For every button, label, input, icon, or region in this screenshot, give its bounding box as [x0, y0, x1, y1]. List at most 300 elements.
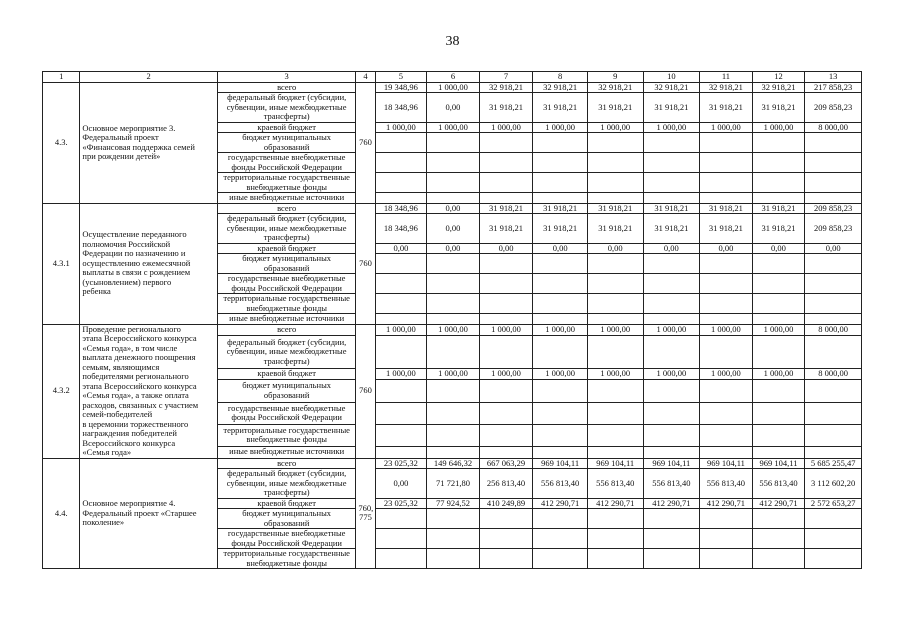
- amount-cell: [805, 153, 862, 173]
- amount-cell: 412 290,71: [643, 498, 700, 509]
- funding-source: краевой бюджет: [217, 368, 356, 380]
- executor-code: 760: [356, 82, 375, 203]
- header-cell: 12: [752, 72, 805, 83]
- amount-cell: [375, 402, 427, 424]
- amount-cell: [533, 274, 588, 294]
- funding-source: территориальные государственные внебюджетные фонды: [217, 294, 356, 314]
- amount-cell: 1 000,00: [533, 368, 588, 380]
- amount-cell: [643, 549, 700, 569]
- item-name-text: Основное мероприятие 4. Федеральный проект «Старшее поколение»: [82, 498, 197, 527]
- amount-cell: 1 000,00: [375, 324, 427, 336]
- header-cell: 4: [356, 72, 375, 83]
- amount-cell: 1 000,00: [479, 368, 533, 380]
- amount-cell: [643, 446, 700, 458]
- amount-cell: [805, 380, 862, 402]
- amount-cell: [752, 380, 805, 402]
- amount-cell: 1 000,00: [752, 324, 805, 336]
- amount-cell: [533, 153, 588, 173]
- amount-cell: [427, 529, 480, 549]
- amount-cell: 31 918,21: [587, 203, 643, 214]
- header-cell: 11: [700, 72, 753, 83]
- amount-cell: 8 000,00: [805, 324, 862, 336]
- funding-source: иные внебюджетные источники: [217, 193, 356, 204]
- amount-cell: 32 918,21: [479, 82, 533, 93]
- amount-cell: [479, 314, 533, 325]
- header-cell: 13: [805, 72, 862, 83]
- executor-code: 760, 775: [356, 458, 375, 569]
- amount-cell: [533, 133, 588, 153]
- amount-cell: [533, 173, 588, 193]
- amount-cell: [479, 274, 533, 294]
- amount-cell: 1 000,00: [587, 324, 643, 336]
- amount-cell: [587, 424, 643, 446]
- amount-cell: [375, 529, 427, 549]
- funding-source: федеральный бюджет (субсидии, субвенции, иные межбюджетные трансферты): [217, 469, 356, 499]
- amount-cell: [375, 193, 427, 204]
- amount-cell: 1 000,00: [479, 122, 533, 133]
- amount-cell: [533, 446, 588, 458]
- amount-cell: [643, 402, 700, 424]
- amount-cell: 556 813,40: [752, 469, 805, 499]
- item-number: 4.3.1: [43, 203, 80, 324]
- amount-cell: [805, 314, 862, 325]
- amount-cell: 31 918,21: [643, 93, 700, 123]
- amount-cell: 969 104,11: [587, 458, 643, 469]
- amount-cell: 256 813,40: [479, 469, 533, 499]
- amount-cell: 556 813,40: [700, 469, 753, 499]
- amount-cell: 32 918,21: [587, 82, 643, 93]
- funding-source: всего: [217, 203, 356, 214]
- amount-cell: [805, 424, 862, 446]
- amount-cell: [587, 133, 643, 153]
- amount-cell: 1 000,00: [427, 368, 480, 380]
- amount-cell: [805, 529, 862, 549]
- funding-source: государственные внебюджетные фонды Российской Федерации: [217, 529, 356, 549]
- funding-source: территориальные государственные внебюджетные фонды: [217, 173, 356, 193]
- amount-cell: [805, 274, 862, 294]
- budget-table: [42, 71, 862, 569]
- amount-cell: [479, 254, 533, 274]
- amount-cell: [587, 254, 643, 274]
- amount-cell: [752, 549, 805, 569]
- amount-cell: 209 858,23: [805, 203, 862, 214]
- amount-cell: [752, 402, 805, 424]
- amount-cell: [587, 549, 643, 569]
- amount-cell: 217 858,23: [805, 82, 862, 93]
- amount-cell: 31 918,21: [700, 203, 753, 214]
- amount-cell: [752, 424, 805, 446]
- amount-cell: 8 000,00: [805, 368, 862, 380]
- funding-source: федеральный бюджет (субсидии, субвенции, иные межбюджетные трансферты): [217, 336, 356, 369]
- amount-cell: 31 918,21: [533, 203, 588, 214]
- header-cell: 7: [479, 72, 533, 83]
- amount-cell: [700, 133, 753, 153]
- amount-cell: 32 918,21: [752, 82, 805, 93]
- amount-cell: [375, 446, 427, 458]
- amount-cell: 5 685 255,47: [805, 458, 862, 469]
- table-body: [43, 72, 862, 569]
- amount-cell: [805, 173, 862, 193]
- amount-cell: 410 249,89: [479, 498, 533, 509]
- amount-cell: 556 813,40: [587, 469, 643, 499]
- amount-cell: 1 000,00: [700, 122, 753, 133]
- amount-cell: 0,00: [752, 243, 805, 254]
- amount-cell: [479, 380, 533, 402]
- amount-cell: 0,00: [427, 214, 480, 244]
- amount-cell: 23 025,32: [375, 498, 427, 509]
- amount-cell: [700, 193, 753, 204]
- amount-cell: 31 918,21: [533, 214, 588, 244]
- amount-cell: 31 918,21: [479, 203, 533, 214]
- amount-cell: [752, 314, 805, 325]
- amount-cell: [427, 173, 480, 193]
- amount-cell: [479, 294, 533, 314]
- amount-cell: [805, 509, 862, 529]
- amount-cell: 412 290,71: [752, 498, 805, 509]
- amount-cell: [427, 336, 480, 369]
- amount-cell: 0,00: [427, 203, 480, 214]
- amount-cell: 31 918,21: [752, 93, 805, 123]
- amount-cell: [700, 549, 753, 569]
- header-cell: 5: [375, 72, 427, 83]
- amount-cell: [533, 294, 588, 314]
- amount-cell: 31 918,21: [752, 203, 805, 214]
- item-number: 4.4.: [43, 458, 80, 569]
- amount-cell: [587, 446, 643, 458]
- amount-cell: 1 000,00: [479, 324, 533, 336]
- amount-cell: [587, 509, 643, 529]
- amount-cell: [643, 529, 700, 549]
- executor-code: 760: [356, 203, 375, 324]
- amount-cell: 31 918,21: [587, 214, 643, 244]
- table-row: [43, 203, 862, 214]
- amount-cell: 1 000,00: [700, 368, 753, 380]
- amount-cell: [479, 509, 533, 529]
- amount-cell: 31 918,21: [643, 203, 700, 214]
- funding-source: территориальные государственные внебюджетные фонды: [217, 549, 356, 569]
- amount-cell: 556 813,40: [643, 469, 700, 499]
- amount-cell: [700, 254, 753, 274]
- amount-cell: [700, 336, 753, 369]
- amount-cell: [479, 549, 533, 569]
- amount-cell: 18 348,96: [375, 214, 427, 244]
- item-name-text: Основное мероприятие 3. Федеральный проект «Финансовая поддержка семей при рождении детей»: [82, 122, 195, 161]
- header-cell: 6: [427, 72, 480, 83]
- amount-cell: 1 000,00: [700, 324, 753, 336]
- amount-cell: 1 000,00: [587, 122, 643, 133]
- funding-source: бюджет муниципальных образований: [217, 133, 356, 153]
- amount-cell: 1 000,00: [375, 122, 427, 133]
- amount-cell: [805, 446, 862, 458]
- amount-cell: 0,00: [375, 243, 427, 254]
- amount-cell: [375, 336, 427, 369]
- amount-cell: 412 290,71: [533, 498, 588, 509]
- amount-cell: [533, 314, 588, 325]
- amount-cell: [533, 549, 588, 569]
- funding-source: краевой бюджет: [217, 498, 356, 509]
- amount-cell: [427, 274, 480, 294]
- amount-cell: 1 000,00: [427, 122, 480, 133]
- amount-cell: 1 000,00: [427, 324, 480, 336]
- amount-cell: [587, 380, 643, 402]
- amount-cell: [752, 173, 805, 193]
- amount-cell: 667 063,29: [479, 458, 533, 469]
- amount-cell: [533, 509, 588, 529]
- amount-cell: [700, 402, 753, 424]
- amount-cell: [700, 274, 753, 294]
- amount-cell: [479, 193, 533, 204]
- amount-cell: [643, 193, 700, 204]
- item-name: [80, 458, 218, 569]
- amount-cell: [643, 380, 700, 402]
- amount-cell: [752, 529, 805, 549]
- funding-source: бюджет муниципальных образований: [217, 380, 356, 402]
- amount-cell: [752, 336, 805, 369]
- funding-source: федеральный бюджет (субсидии, субвенции, иные межбюджетные трансферты): [217, 214, 356, 244]
- amount-cell: 0,00: [479, 243, 533, 254]
- item-number: 4.3.2: [43, 324, 80, 458]
- amount-cell: [752, 446, 805, 458]
- amount-cell: [427, 380, 480, 402]
- amount-cell: [375, 294, 427, 314]
- amount-cell: [427, 446, 480, 458]
- amount-cell: [479, 173, 533, 193]
- amount-cell: [805, 336, 862, 369]
- amount-cell: [375, 509, 427, 529]
- header-cell: 3: [217, 72, 356, 83]
- header-cell: 9: [587, 72, 643, 83]
- amount-cell: 1 000,00: [533, 122, 588, 133]
- table-row: [43, 324, 862, 336]
- amount-cell: [587, 153, 643, 173]
- amount-cell: [700, 509, 753, 529]
- item-name-text: Проведение регионального этапа Всероссийского конкурса «Семья года», в том числе выплата денежного поощрения семьям, являющимся победителями регионального этапа Всероссийского конкурса «Семья года», а также оплата расходов, связанных с участием семей-победителей в церемонии торжественного награждения победителей Всероссийского конкурса «Семья года»: [82, 324, 199, 457]
- amount-cell: [479, 133, 533, 153]
- amount-cell: 556 813,40: [533, 469, 588, 499]
- amount-cell: [587, 314, 643, 325]
- funding-source: федеральный бюджет (субсидии, субвенции, иные межбюджетные трансферты): [217, 93, 356, 123]
- amount-cell: [643, 153, 700, 173]
- header-cell: 8: [533, 72, 588, 83]
- amount-cell: [643, 336, 700, 369]
- amount-cell: 31 918,21: [700, 93, 753, 123]
- funding-source: государственные внебюджетные фонды Российской Федерации: [217, 153, 356, 173]
- item-number: 4.3.: [43, 82, 80, 203]
- amount-cell: 969 104,11: [700, 458, 753, 469]
- funding-source: территориальные государственные внебюджетные фонды: [217, 424, 356, 446]
- amount-cell: 209 858,23: [805, 214, 862, 244]
- amount-cell: 412 290,71: [587, 498, 643, 509]
- amount-cell: [643, 314, 700, 325]
- amount-cell: [479, 446, 533, 458]
- amount-cell: [427, 153, 480, 173]
- amount-cell: [479, 424, 533, 446]
- amount-cell: [643, 424, 700, 446]
- amount-cell: [805, 254, 862, 274]
- amount-cell: 1 000,00: [643, 368, 700, 380]
- amount-cell: [805, 402, 862, 424]
- amount-cell: 31 918,21: [643, 214, 700, 244]
- amount-cell: 412 290,71: [700, 498, 753, 509]
- amount-cell: 31 918,21: [479, 214, 533, 244]
- amount-cell: 969 104,11: [643, 458, 700, 469]
- header-cell: 10: [643, 72, 700, 83]
- amount-cell: [643, 274, 700, 294]
- amount-cell: [375, 153, 427, 173]
- amount-cell: 32 918,21: [700, 82, 753, 93]
- amount-cell: [375, 314, 427, 325]
- amount-cell: [533, 402, 588, 424]
- amount-cell: 0,00: [375, 469, 427, 499]
- amount-cell: [533, 380, 588, 402]
- amount-cell: [752, 153, 805, 173]
- amount-cell: 0,00: [533, 243, 588, 254]
- funding-source: иные внебюджетные источники: [217, 314, 356, 325]
- amount-cell: [700, 529, 753, 549]
- amount-cell: [643, 294, 700, 314]
- amount-cell: [805, 549, 862, 569]
- amount-cell: 18 348,96: [375, 93, 427, 123]
- amount-cell: 1 000,00: [533, 324, 588, 336]
- amount-cell: 209 858,23: [805, 93, 862, 123]
- amount-cell: [700, 173, 753, 193]
- amount-cell: [427, 254, 480, 274]
- amount-cell: [700, 153, 753, 173]
- amount-cell: 0,00: [587, 243, 643, 254]
- amount-cell: 0,00: [805, 243, 862, 254]
- amount-cell: [587, 173, 643, 193]
- funding-source: иные внебюджетные источники: [217, 446, 356, 458]
- funding-source: бюджет муниципальных образований: [217, 254, 356, 274]
- amount-cell: 1 000,00: [752, 368, 805, 380]
- amount-cell: 18 348,96: [375, 203, 427, 214]
- amount-cell: [533, 193, 588, 204]
- amount-cell: [533, 529, 588, 549]
- funding-source: государственные внебюджетные фонды Российской Федерации: [217, 274, 356, 294]
- amount-cell: 71 721,80: [427, 469, 480, 499]
- amount-cell: 1 000,00: [643, 324, 700, 336]
- amount-cell: 31 918,21: [752, 214, 805, 244]
- page-number: 38: [445, 34, 460, 49]
- amount-cell: [375, 549, 427, 569]
- item-name-text: Осуществление переданного полномочия Российской Федерации по назначению и осуществлению ежемесячной выплаты в связи с рождением (усыновлением) первого ребенка: [82, 229, 191, 297]
- amount-cell: [700, 380, 753, 402]
- amount-cell: 31 918,21: [479, 93, 533, 123]
- amount-cell: [479, 153, 533, 173]
- amount-cell: [752, 133, 805, 153]
- amount-cell: [805, 133, 862, 153]
- amount-cell: 32 918,21: [533, 82, 588, 93]
- amount-cell: [533, 336, 588, 369]
- amount-cell: [587, 402, 643, 424]
- amount-cell: 2 572 653,27: [805, 498, 862, 509]
- amount-cell: [427, 549, 480, 569]
- amount-cell: [375, 424, 427, 446]
- amount-cell: 1 000,00: [375, 368, 427, 380]
- amount-cell: [587, 294, 643, 314]
- amount-cell: [479, 529, 533, 549]
- funding-source: всего: [217, 458, 356, 469]
- amount-cell: 19 348,96: [375, 82, 427, 93]
- amount-cell: 23 025,32: [375, 458, 427, 469]
- amount-cell: [427, 509, 480, 529]
- amount-cell: 969 104,11: [752, 458, 805, 469]
- amount-cell: 1 000,00: [427, 82, 480, 93]
- amount-cell: 0,00: [427, 243, 480, 254]
- amount-cell: [643, 254, 700, 274]
- funding-source: государственные внебюджетные фонды Российской Федерации: [217, 402, 356, 424]
- amount-cell: [643, 133, 700, 153]
- funding-source: краевой бюджет: [217, 243, 356, 254]
- amount-cell: [427, 314, 480, 325]
- amount-cell: [375, 133, 427, 153]
- amount-cell: [752, 193, 805, 204]
- amount-cell: 1 000,00: [643, 122, 700, 133]
- header-cell: 1: [43, 72, 80, 83]
- item-name: [80, 324, 218, 458]
- amount-cell: [700, 424, 753, 446]
- amount-cell: [427, 193, 480, 204]
- funding-source: бюджет муниципальных образований: [217, 509, 356, 529]
- amount-cell: [700, 294, 753, 314]
- header-row: [43, 72, 862, 83]
- amount-cell: [752, 274, 805, 294]
- amount-cell: [587, 336, 643, 369]
- amount-cell: 31 918,21: [700, 214, 753, 244]
- executor-code: 760: [356, 324, 375, 458]
- funding-source: краевой бюджет: [217, 122, 356, 133]
- amount-cell: 31 918,21: [533, 93, 588, 123]
- amount-cell: [375, 254, 427, 274]
- amount-cell: [427, 402, 480, 424]
- amount-cell: 149 646,32: [427, 458, 480, 469]
- amount-cell: [479, 336, 533, 369]
- amount-cell: [427, 133, 480, 153]
- amount-cell: [587, 529, 643, 549]
- amount-cell: 31 918,21: [587, 93, 643, 123]
- amount-cell: [587, 193, 643, 204]
- amount-cell: [375, 173, 427, 193]
- amount-cell: [479, 402, 533, 424]
- item-name: [80, 82, 218, 203]
- amount-cell: [700, 314, 753, 325]
- amount-cell: 969 104,11: [533, 458, 588, 469]
- amount-cell: 0,00: [427, 93, 480, 123]
- amount-cell: 0,00: [643, 243, 700, 254]
- item-name: [80, 203, 218, 324]
- amount-cell: [375, 274, 427, 294]
- amount-cell: 1 000,00: [587, 368, 643, 380]
- table-row: [43, 458, 862, 469]
- amount-cell: 8 000,00: [805, 122, 862, 133]
- amount-cell: [427, 424, 480, 446]
- amount-cell: [752, 254, 805, 274]
- amount-cell: [700, 446, 753, 458]
- amount-cell: [587, 274, 643, 294]
- amount-cell: [643, 173, 700, 193]
- funding-source: всего: [217, 324, 356, 336]
- amount-cell: 0,00: [700, 243, 753, 254]
- amount-cell: 1 000,00: [752, 122, 805, 133]
- funding-source: всего: [217, 82, 356, 93]
- amount-cell: 77 924,52: [427, 498, 480, 509]
- amount-cell: [805, 193, 862, 204]
- table-row: [43, 82, 862, 93]
- amount-cell: 3 112 602,20: [805, 469, 862, 499]
- amount-cell: 32 918,21: [643, 82, 700, 93]
- amount-cell: [805, 294, 862, 314]
- amount-cell: [752, 509, 805, 529]
